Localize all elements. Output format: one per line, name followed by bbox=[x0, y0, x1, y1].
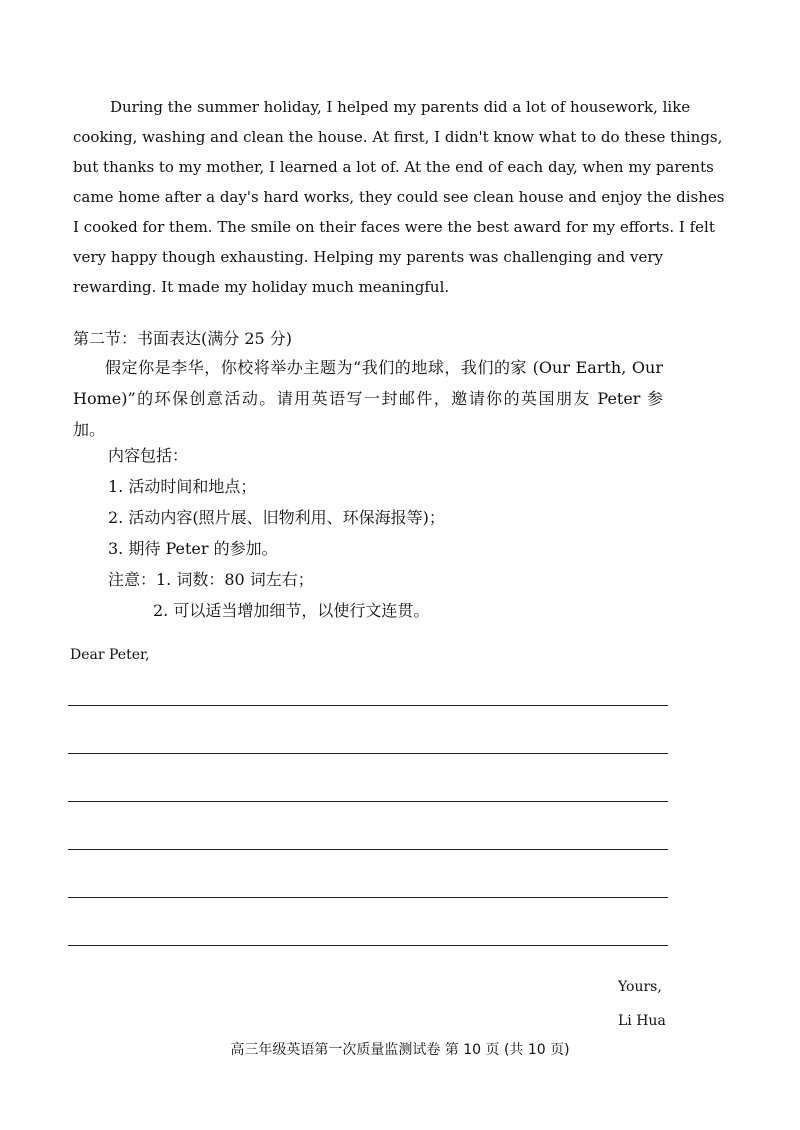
note-line: 2. 可以适当增加细节，以使行文连贯。 bbox=[153, 601, 430, 620]
answer-line[interactable] bbox=[68, 753, 668, 754]
prompt-line: 假定你是李华，你校将举办主题为“我们的地球，我们的家 (Our Earth, Our bbox=[105, 358, 663, 377]
prompt-line: Home)”的环保创意活动。请用英语写一封邮件，邀请你的英国朋友 Peter 参 bbox=[73, 389, 663, 408]
essay-line: but thanks to my mother, I learned a lot of. At the end of each day, when my parents bbox=[73, 158, 714, 176]
essay-line: During the summer holiday, I helped my parents did a lot of housework, like bbox=[110, 98, 691, 116]
page-footer: 高三年级英语第一次质量监测试卷 第 10 页 (共 10 页) bbox=[230, 1042, 570, 1058]
letter-closing bbox=[618, 970, 666, 1038]
section-title: 第二节：书面表达(满分 25 分) bbox=[73, 329, 293, 348]
signature: Li Hua bbox=[618, 1013, 666, 1029]
note-line: 注意：1. 词数：80 词左右； bbox=[108, 570, 314, 589]
answer-line[interactable] bbox=[68, 945, 668, 946]
essay-line: rewarding. It made my holiday much meaningful. bbox=[73, 278, 450, 296]
answer-line[interactable] bbox=[68, 897, 668, 898]
essay-line: cooking, washing and clean the house. At first, I didn't know what to do these things, bbox=[73, 128, 723, 146]
content-item: 1. 活动时间和地点； bbox=[108, 477, 257, 496]
content-item: 3. 期待 Peter 的参加。 bbox=[108, 539, 278, 558]
prompt-line: 加。 bbox=[73, 420, 106, 439]
sample-essay bbox=[73, 92, 725, 302]
closing-word: Yours, bbox=[618, 979, 662, 995]
content-item: 2. 活动内容(照片展、旧物利用、环保海报等)； bbox=[108, 508, 445, 527]
answer-lines bbox=[68, 705, 668, 993]
answer-line[interactable] bbox=[68, 801, 668, 802]
content-heading: 内容包括： bbox=[108, 446, 189, 465]
essay-line: I cooked for them. The smile on their faces were the best award for my efforts. I felt bbox=[73, 218, 715, 236]
essay-line: came home after a day's hard works, they could see clean house and enjoy the dishes bbox=[73, 188, 725, 206]
content-requirements bbox=[108, 440, 445, 626]
letter-salutation: Dear Peter, bbox=[70, 647, 150, 663]
writing-prompt bbox=[73, 352, 663, 445]
essay-line: very happy though exhausting. Helping my parents was challenging and very bbox=[73, 248, 663, 266]
answer-line[interactable] bbox=[68, 705, 668, 706]
answer-line[interactable] bbox=[68, 849, 668, 850]
